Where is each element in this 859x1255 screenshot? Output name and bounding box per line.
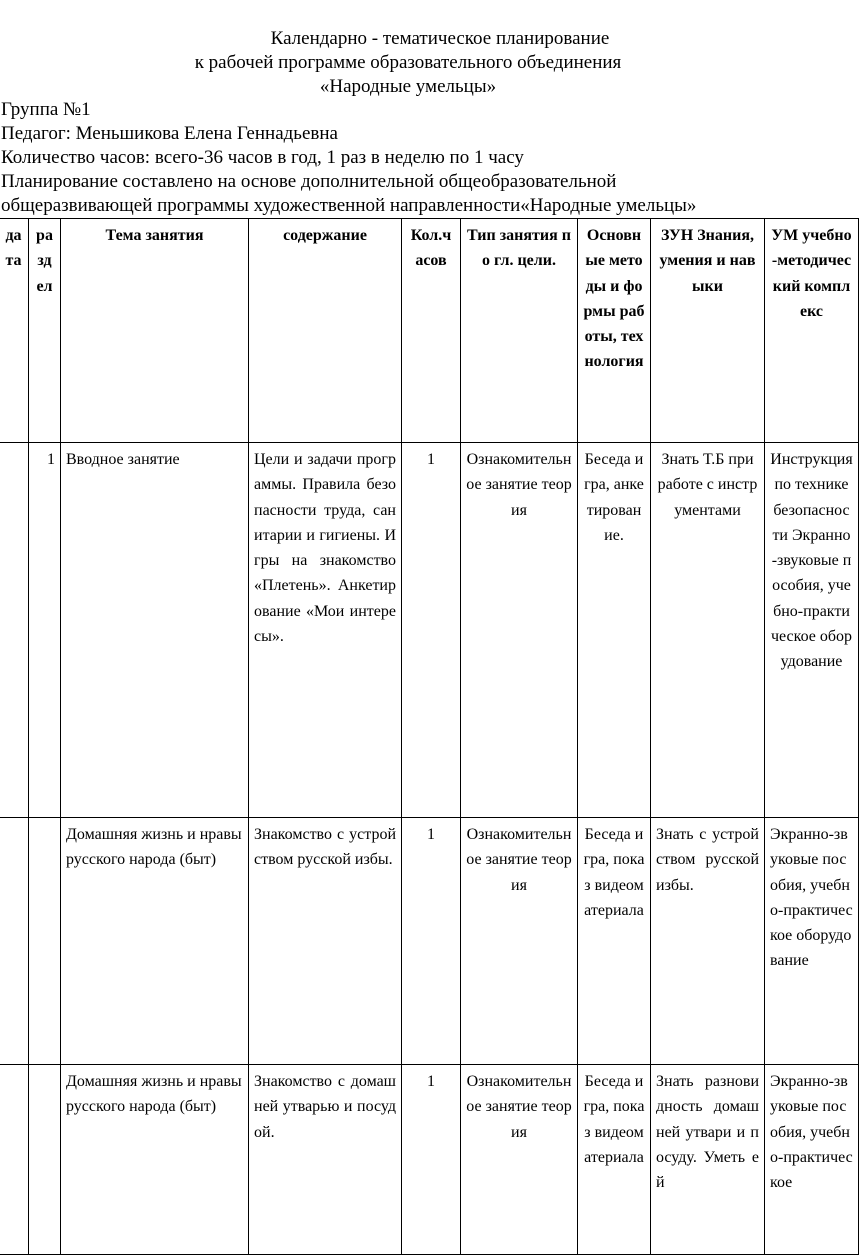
- table-row: [0, 443, 859, 818]
- cell-topic: Вводное занятие: [61, 443, 249, 818]
- cell-hours: 1: [402, 818, 461, 1065]
- table-row: [0, 818, 859, 1065]
- cell-content: Цели и задачи программы. Правила безопасности труда, санитарии и гигиены. Игры на знакомство «Плетень». Анкетирование «Мои интересы».: [249, 443, 402, 818]
- basis-line2: общеразвивающей программы художественной направленности«Народные умельцы»: [1, 195, 697, 216]
- cell-topic: Домашняя жизнь и нравы русского народа (быт): [61, 818, 249, 1065]
- cell-zun: Знать разновидность домашней утвари и посуду. Уметь ей: [651, 1065, 765, 1255]
- col-header-content: содержание: [249, 219, 402, 443]
- cell-zun: Знать Т.Б при работе с инструментами: [651, 443, 765, 818]
- cell-hours: 1: [402, 1065, 461, 1255]
- cell-methods: Беседа игра, показ видеоматериала: [578, 818, 651, 1065]
- cell-date: [0, 443, 29, 818]
- table-header-row: [0, 219, 859, 443]
- doc-title-line1: Календарно - тематическое планирование: [270, 28, 610, 49]
- col-header-hours: Кол.часов: [402, 219, 461, 443]
- cell-type: Ознакомительное занятие теория: [461, 1065, 578, 1255]
- teacher-label: Педагог: Меньшикова Елена Геннадьевна: [1, 123, 338, 144]
- cell-zun: Знать с устройством русской избы.: [651, 818, 765, 1065]
- cell-date: [0, 818, 29, 1065]
- col-header-methods: Основные методы и формы работы, технология: [578, 219, 651, 443]
- cell-um: Экранно-звуковые пособия, учебно-практическое: [765, 1065, 859, 1255]
- doc-title-line3: «Народные умельцы»: [319, 76, 497, 97]
- cell-um: Инструкция по технике безопасности Экранно-звуковые пособия, учебно-практическое оборудование: [765, 443, 859, 818]
- planning-table: [0, 218, 859, 1255]
- col-header-topic: Тема занятия: [61, 219, 249, 443]
- col-header-zun: ЗУН Знания, умения и навыки: [651, 219, 765, 443]
- cell-type: Ознакомительное занятие теория: [461, 818, 578, 1065]
- cell-methods: Беседа игра, анкетирование.: [578, 443, 651, 818]
- table-row: [0, 1065, 859, 1255]
- cell-type: Ознакомительное занятие теория: [461, 443, 578, 818]
- cell-methods: Беседа игра, показ видеоматериала: [578, 1065, 651, 1255]
- cell-um: Экранно-звуковые пособия, учебно-практическое оборудование: [765, 818, 859, 1065]
- cell-topic: Домашняя жизнь и нравы русского народа (быт): [61, 1065, 249, 1255]
- cell-section: 1: [29, 443, 61, 818]
- col-header-um: УМ учебно-методический комплекс: [765, 219, 859, 443]
- col-header-date: дата: [0, 219, 29, 443]
- basis-line1: Планирование составлено на основе дополнительной общеобразовательной: [1, 171, 617, 192]
- hours-label: Количество часов: всего-36 часов в год, 1 раз в неделю по 1 часу: [1, 147, 524, 168]
- doc-title-line2: к рабочей программе образовательного объединения: [194, 52, 622, 73]
- cell-content: Знакомство с устройством русской избы.: [249, 818, 402, 1065]
- cell-content: Знакомство с домашней утварью и посудой.: [249, 1065, 402, 1255]
- col-header-section: раздел: [29, 219, 61, 443]
- col-header-type: Тип занятия по гл. цели.: [461, 219, 578, 443]
- cell-hours: 1: [402, 443, 461, 818]
- group-label: Группа №1: [1, 99, 91, 120]
- cell-date: [0, 1065, 29, 1255]
- cell-section: [29, 818, 61, 1065]
- cell-section: [29, 1065, 61, 1255]
